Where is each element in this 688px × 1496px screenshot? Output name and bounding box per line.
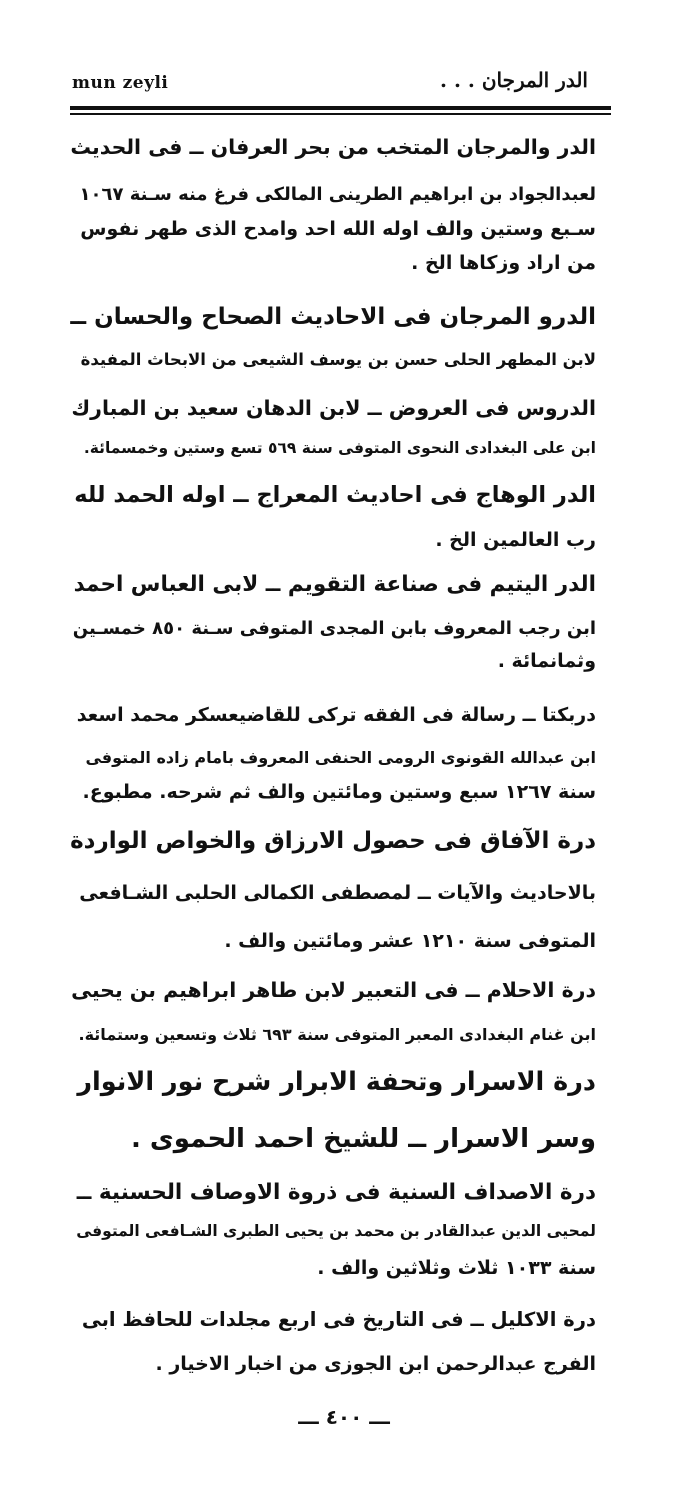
entry-body-line: ابن رجب المعروف بابن المجدى المتوفى سـنة ٨٥٠ خمسـين: [72, 618, 596, 639]
entry-body-line: رب العالمين الخ .: [435, 529, 596, 551]
entry-title-line: درة الاسرار وتحفة الابرار شرح نور الانوار: [77, 1067, 596, 1097]
entry-title-line: درة الاحلام ــ فى التعبير لابن طاهر ابراهيم بن يحيى: [71, 978, 596, 1002]
header-rule-thick: [70, 106, 611, 110]
entry-body-line: سـبع وستين والف اوله الله احد وامدح الذى طهر نفوس: [80, 218, 596, 240]
entry-body-line: المتوفى سنة ١٢١٠ عشر ومائتين والف .: [224, 930, 596, 952]
entry-body-line: وثمانمائة .: [497, 650, 596, 672]
entry-title-line: الدروس فى العروض ــ لابن الدهان سعيد بن المبارك: [71, 396, 596, 420]
entry-body-line: ابن عبدالله القونوى الرومى الحنفى المعروف بامام زاده المتوفى: [85, 748, 596, 767]
entry-body-line: لعبدالجواد بن ابراهيم الطرينى المالكى فرغ منه سـنة ١٠٦٧: [79, 184, 596, 205]
entry-title-line: الدر والمرجان المتخب من بحر العرفان ــ فى الحديث: [70, 135, 596, 159]
entry-title-line: درة الاكليل ــ فى التاريخ فى اربع مجلدات للحافظ ابى: [81, 1308, 596, 1331]
entry-title-line: بالاحاديث والآيات ــ لمصطفى الكمالى الحلبى الشـافعى: [79, 882, 596, 904]
page-number: ـــ ٤٠٠ ـــ: [298, 1405, 390, 1429]
entry-body-line: سنة ١٢٦٧ سبع وستين ومائتين والف ثم شرحه. مطبوع.: [82, 781, 596, 803]
entry-body-line: سنة ١٠٣٣ ثلاث وثلاثين والف .: [317, 1257, 596, 1279]
entry-title-line: درة الاصداف السنية فى ذروة الاوصاف الحسنية ــ: [76, 1180, 596, 1205]
entry-title-line: الدرو المرجان فى الاحاديث الصحاح والحسان ــ: [70, 304, 596, 330]
entry-body-line: ابن غنام البغدادى المعبر المتوفى سنة ٦٩٣ ثلاث وتسعين وستمائة.: [78, 1025, 596, 1044]
entry-title-line: درة الآفاق فى حصول الارزاق والخواص الواردة: [70, 828, 596, 854]
entry-title-line: الدر اليتيم فى صناعة التقويم ــ لابى العباس احمد: [73, 572, 596, 597]
entry-body-line: من اراد وزكاها الخ .: [411, 252, 596, 274]
entry-body-line: ابن على البغدادى النحوى المتوفى سنة ٥٦٩ تسع وستين وخمسمائة.: [83, 439, 596, 457]
running-header-right: الدر المرجان . . .: [440, 68, 588, 92]
running-header-left: mun zeyli: [72, 73, 169, 93]
entry-body-line: لمحيى الدين عبدالقادر بن محمد بن يحيى الطبرى الشـافعى المتوفى: [76, 1222, 596, 1240]
entry-title-line: دربكتا ــ رسالة فى الفقه تركى للقاضيعسكر محمد اسعد: [76, 704, 596, 726]
entry-body-line: لابن المطهر الحلى حسن بن يوسف الشيعى من الابحاث المفيدة: [80, 350, 596, 369]
entry-title-line: الدر الوهاج فى احاديث المعراج ــ اوله الحمد لله: [74, 482, 596, 508]
entry-title-line: وسر الاسرار ــ للشيخ احمد الحموى .: [130, 1124, 596, 1154]
header-rule-thin: [70, 113, 611, 115]
entry-body-line: الفرج عبدالرحمن ابن الجوزى من اخبار الاخيار .: [155, 1353, 596, 1375]
